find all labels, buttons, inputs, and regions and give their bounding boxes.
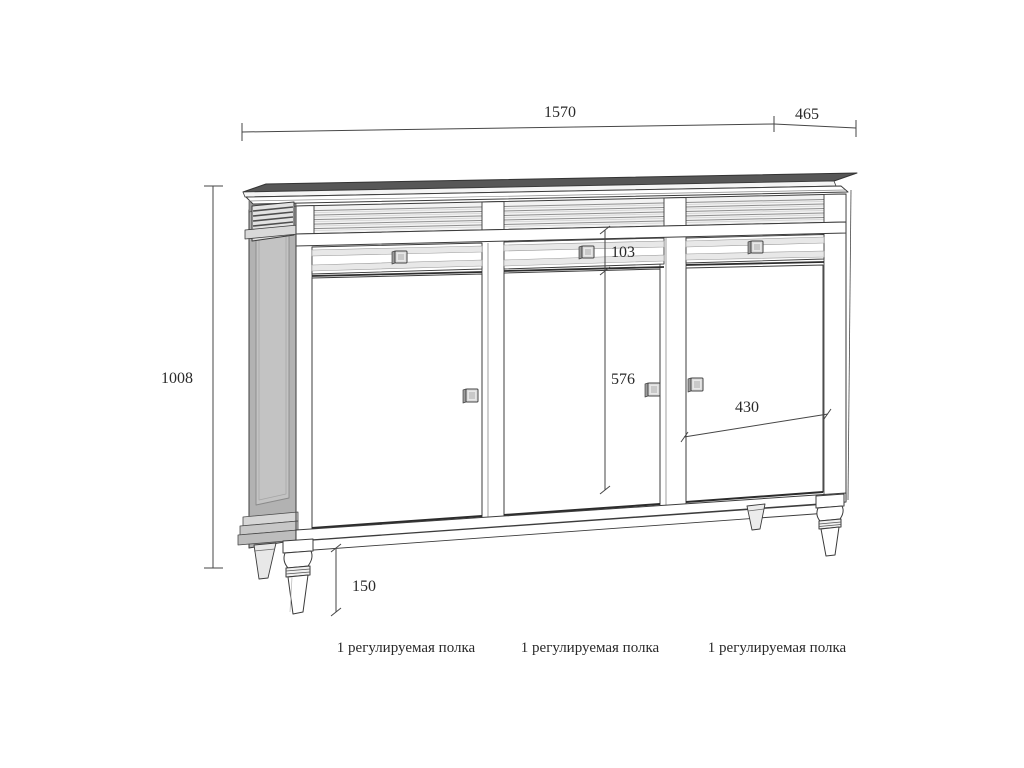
side-panel xyxy=(238,206,298,579)
leg-front-right xyxy=(816,494,844,556)
door-right xyxy=(686,265,823,502)
dim-label-shelf-width: 430 xyxy=(735,399,759,416)
drawer-handle-left xyxy=(392,251,407,264)
door-handle-left xyxy=(463,389,478,403)
doors xyxy=(312,265,823,528)
dim-label-total-height: 1008 xyxy=(161,370,193,387)
door-left xyxy=(312,274,482,528)
door-handle-middle xyxy=(645,383,660,397)
dim-line-total-height xyxy=(204,186,223,568)
frieze-stile xyxy=(664,198,686,227)
dim-label-drawer-height: 103 xyxy=(611,244,635,261)
dim-label-total-width: 1570 xyxy=(544,104,576,121)
frieze-stile xyxy=(482,202,504,231)
leg-rear-left xyxy=(254,543,276,579)
dim-label-door-height: 576 xyxy=(611,371,635,388)
caption-shelf-middle: 1 регулируемая полка xyxy=(520,640,660,656)
caption-shelf-right: 1 регулируемая полка xyxy=(707,640,847,656)
caption-shelf-left: 1 регулируемая полка xyxy=(336,640,476,656)
door-middle xyxy=(504,269,660,515)
door-handle-right xyxy=(688,378,703,392)
drawer-handle-middle xyxy=(579,246,594,259)
frieze-stile xyxy=(296,206,314,234)
leg-front-left xyxy=(283,539,313,614)
leg-rear-right xyxy=(747,504,765,530)
frieze-stile xyxy=(824,194,846,222)
louver-block xyxy=(245,202,298,241)
dim-label-depth: 465 xyxy=(795,106,819,123)
drawer-handle-right xyxy=(748,241,763,254)
dim-line-leg-height xyxy=(331,544,341,616)
dim-label-leg-height: 150 xyxy=(352,578,376,595)
